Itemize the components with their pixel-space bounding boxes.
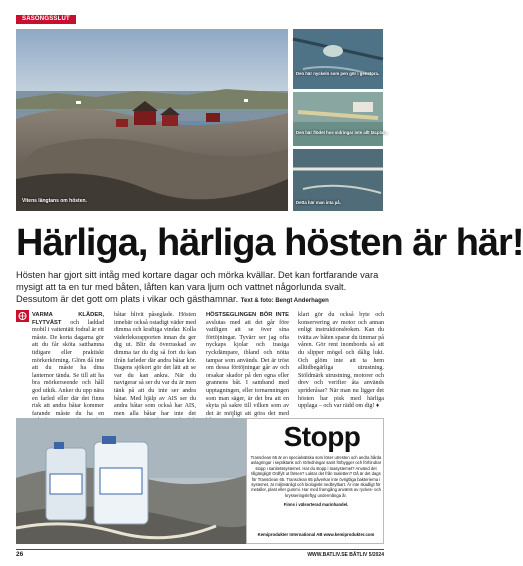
ad-company-line: Kemiprodukter International AB www.kemiprodukter.com bbox=[257, 532, 375, 537]
footer-publication: WWW.BATLIV.SE BÅTLIV 5/2024 bbox=[307, 552, 384, 558]
ad-description: Transclean 65 är en specialvätska som löser utresten och andra hårda avlagringar i septiktank och rörledningar samt förbygger och förhindrar stopp i sanitetssystemet. Har du stopp i toasystemet? Använd det tillgängligt! Ordfylt ut färsen? Luktar det från toaletten? Då är det dags för Transclean 65. Transclean 65 påverkar inte övrigtliga bakterierna i systemet, är miljövänligt och biologiskt nedbrytbart. Är inte skadligt för metaller, plast eller gummi. Har med framgång använts av ryckes- och krysseringsleftyg undermånga år. bbox=[250, 455, 382, 498]
product-bottles-illustration bbox=[16, 418, 256, 544]
column2-text: båtar blivit påseglade. Hösten innebär också ostadigt väder med dimma och kraftiga vindar. Kolla väderleksrapporten innan du ger dig ut. Blir du överraskad av dimma tar du dig så fort du kan ifrån farleder där andra båtar kör. Dagens sjökort gör det lätt att se var du kan ankra. När du navigerar så ser du var du är men tänk på att du inte ser andra båtar. Med hjälp av AIS ser du andra båtar som också har AIS, men alla båtar har inte det bbox=[114, 312, 196, 417]
side1-caption: Den här nyckeln som pen gör i genstora. bbox=[296, 71, 380, 76]
body-column-3 bbox=[206, 312, 289, 426]
ad-product-photo bbox=[16, 418, 256, 544]
side3-caption: Detta här man inta på. bbox=[296, 200, 341, 205]
section-tag: SÄSONGSSLUT bbox=[16, 15, 76, 24]
column3-text: avslutas med att det går före vattligen att se över sina förtöjningar. Tyvärr ser jag ofta nyckaps kjolar och trasiga ryckdämpare, ibland och nötta tampar som används. Det är tröst om dessa förtöjningar går av och orsakar skador på den egna eller grannens båt. I samband med upptagningen, eller tornarnningen som man säger, är det bra att en skyta på sakre till vilken som av det är möjligt att göra det med bbox=[206, 319, 289, 417]
byline-credit: Text & foto: Bengt Anderhagen bbox=[240, 298, 329, 304]
body-column-2 bbox=[114, 312, 196, 434]
column4-text: klart gör du också byte och konservering av motor och annan enligt instruktionsboken. Kan du tvätta av båten sparar du timmar på våren. Gör rent inombords så att du slipper mögel och dålig lukt. Och glöm inte att ta hem alltidbegärliga utrustning. Stöldmärk utrustning, motorer och drev och verifier åta används sprideråsar? När man nu ligger det hösten har pisk med härliga upplaga – och var rädd om dig! ♦ bbox=[298, 312, 384, 410]
headline: Härliga, härliga hösten är här! bbox=[16, 222, 523, 264]
side-photo-water bbox=[293, 149, 383, 211]
ad-title: Stopp bbox=[283, 421, 361, 452]
compass-icon bbox=[16, 310, 29, 322]
lead-paragraph bbox=[16, 269, 384, 307]
side2-caption: Den här flödet hos sidringar inte allt täcplat... bbox=[296, 130, 389, 135]
rope-illustration bbox=[293, 92, 383, 146]
ad-reseller: Finns i välsorterad marinhandel. bbox=[283, 502, 349, 508]
main-photo-caption: Vitens längtans om hösten. bbox=[22, 198, 87, 204]
column1-lead-in: VARMA KLÄDER, FLYTVÄST bbox=[32, 312, 104, 326]
side-photo-mooring bbox=[293, 29, 383, 89]
page-number: 26 bbox=[16, 551, 24, 558]
ad-body bbox=[250, 455, 382, 508]
column3-lead-in: HÖSTSEGLINGEN BÖR INTE bbox=[206, 312, 289, 318]
side-photo-rope bbox=[293, 92, 389, 146]
body-column-4 bbox=[298, 312, 384, 411]
footer-rule bbox=[16, 549, 384, 550]
lead-text: Hösten har gjort sitt intåg med kortare dagar och mörka kvällar. Det kan fortfarande vara mysigt att ta en tur med båten, låften kan vara ljum och vattnet någorlunda svalt. Dessutom är det gott om plats i vikar och gästhamnar. bbox=[16, 270, 379, 304]
main-photo-archipelago bbox=[16, 29, 288, 211]
mooring-illustration bbox=[293, 29, 383, 89]
column1-text: och laddad mobil i vattentätt fodral är ett måste. De korta dagarna gör att du får sköta satthamna tidigare eller praktiskt mörkerkörning. Glöm då inte att du måste ha dina lanternor tända. Se till att ha bra mörkerseende och håll god utkik. Anker du upp nära en farled eller där det finns risk att andra båtar kommer farande måste du ha en bbox=[32, 319, 104, 417]
archipelago-illustration bbox=[16, 29, 288, 211]
